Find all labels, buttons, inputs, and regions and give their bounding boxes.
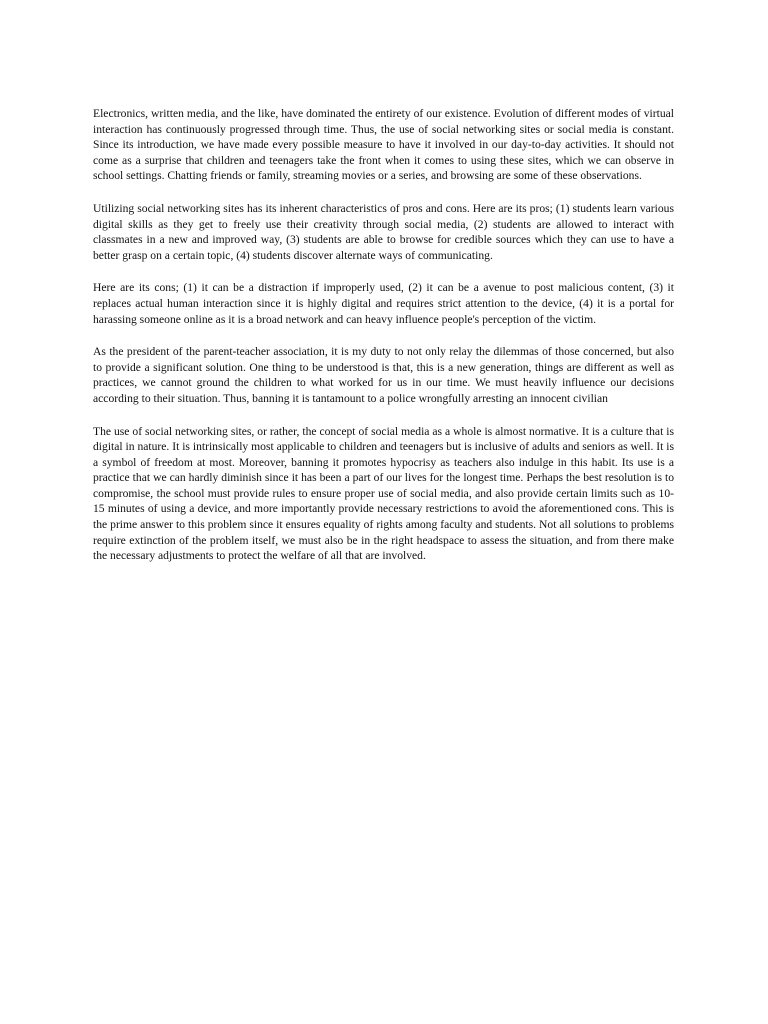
paragraph-position: As the president of the parent-teacher association, it is my duty to not only relay the dilemmas of those concerned, but also to provide a significant solution. One thing to be understood is that, this is a new generation, things are different as well as practices, we cannot ground the children to what worked for us in our time. We must heavily influence our decisions according to their situation. Thus, banning it is tantamount to a police wrongfully arresting an innocent civilian: [93, 345, 674, 405]
paragraph-pros: Utilizing social networking sites has its inherent characteristics of pros and cons. Here are its pros; (1) students learn various digital skills as they get to freely use their creativity through social media, (2) students are allowed to interact with classmates in a new and improved way, (3) students are able to browse for credible sources which they can use to have a better grasp on a certain topic, (4) students discover alternate ways of communicating.: [93, 201, 674, 262]
document-body: [93, 106, 674, 581]
paragraph-introduction: Electronics, written media, and the like, have dominated the entirety of our existence. Evolution of different modes of virtual interaction has continuously progressed through time. Thus, the use of social networking sites or social media is constant. Since its introduction, we have made every possible measure to have it involved in our day-to-day activities. It should not come as a surprise that children and teenagers take the front when it comes to using these sites, which we can observe in school settings. Chatting friends or family, streaming movies or a series, and browsing are some of these observations.: [93, 107, 674, 183]
paragraph-conclusion: The use of social networking sites, or rather, the concept of social media as a whole is almost normative. It is a culture that is digital in nature. It is intrinsically most applicable to children and teenagers but is inclusive of adults and seniors as well. It is a symbol of freedom at most. Moreover, banning it promotes hypocrisy as teachers also indulge in this habit. Its use is a practice that we can hardly diminish since it has been a part of our lives for the longest time. Perhaps the best resolution is to compromise, the school must provide rules to ensure proper use of social media, and also provide certain limits such as 10-15 minutes of using a device, and more importantly provide necessary restrictions to avoid the aforementioned cons. This is the prime answer to this problem since it ensures equality of rights among faculty and students. Not all solutions to problems require extinction of the problem itself, we must also be in the right headspace to assess the situation, and from there make the necessary adjustments to protect the welfare of all that are involved.: [93, 424, 674, 563]
paragraph-cons: Here are its cons; (1) it can be a distraction if improperly used, (2) it can be a avenue to post malicious content, (3) it replaces actual human interaction since it is highly digital and requires strict attention to the device, (4) it is a portal for harassing someone online as it is a broad network and can heavy influence people's perception of the victim.: [93, 281, 674, 326]
